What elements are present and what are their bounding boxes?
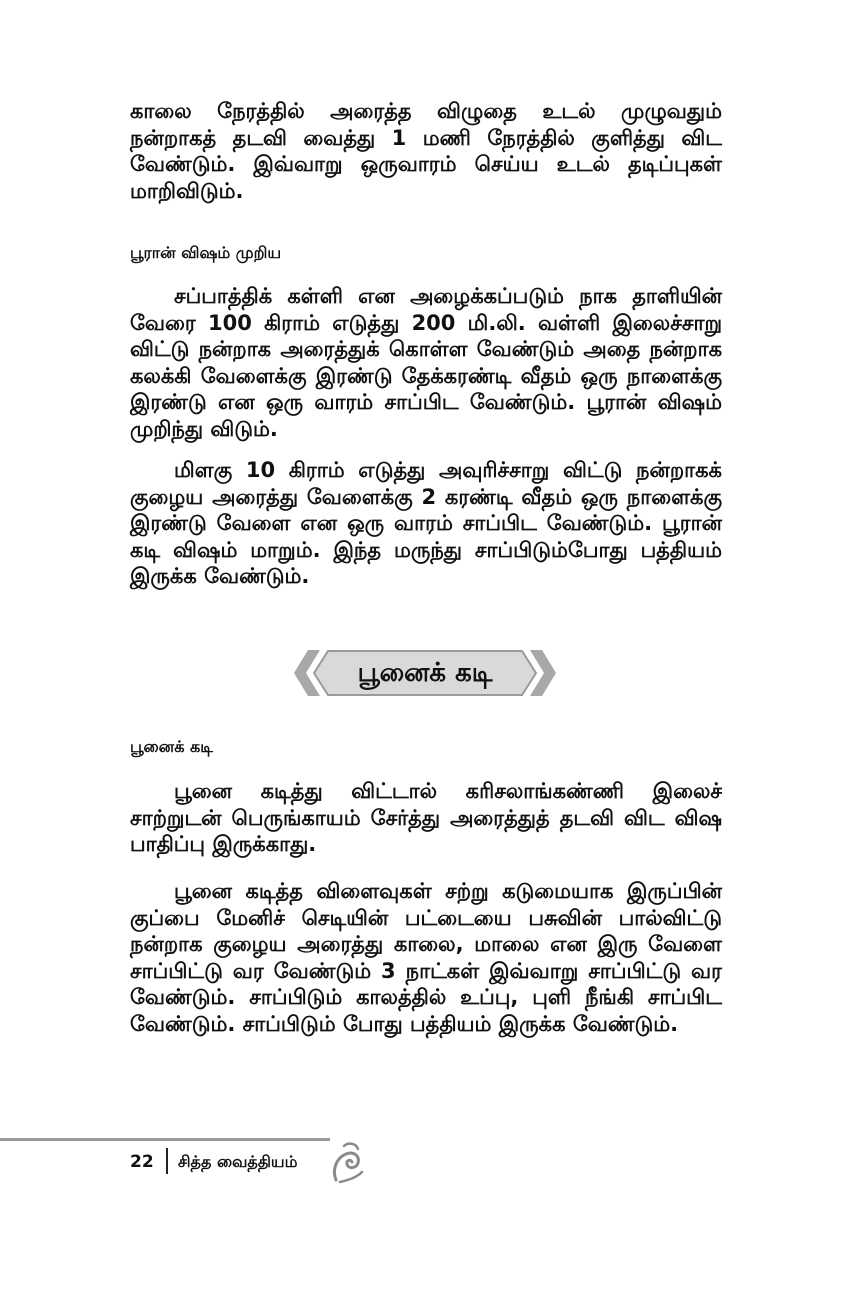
subheading-pooran: பூரான் விஷம் முறிய	[130, 243, 282, 262]
body-paragraph-2: சப்பாத்திக் கள்ளி என அழைக்கப்படும் நாக தாளியின் வேரை 100 கிராம் எடுத்து 200 மி.லி. வள்ளி இலைச்சாறு விட்டு நன்றாக அரைத்துக் கொள்ள வேண்டும் அதை நன்றாக கலக்கி வேளைக்கு இரண்டு தேக்கரண்டி வீதம் ஒரு நாளைக்கு இரண்டு என ஒரு வாரம் சாப்பிட வேண்டும். பூரான் விஷம் முறிந்து விடும்.	[130, 284, 722, 441]
body-paragraph-5: பூனை கடித்த விளைவுகள் சற்று கடுமையாக இருப்பின் குப்பை மேனிச் செடியின் பட்டையை பசுவின் பால்விட்டு நன்றாக குழைய அரைத்து காலை, மாலை என இரு வேளை சாப்பிட்டு வர வேண்டும் 3 நாட்கள் இவ்வாறு சாப்பிட்டு வர வேண்டும். சாப்பிடும் காலத்தில் உப்பு, புளி நீங்கி சாப்பிட வேண்டும். சாப்பிடும் போது பத்தியம் இருக்க வேண்டும்.	[130, 879, 722, 1036]
footer-separator	[166, 1148, 168, 1174]
section-banner	[294, 648, 556, 698]
subheading-poonai: பூனைக் கடி	[130, 737, 213, 756]
footer-divider	[0, 1137, 330, 1143]
banner-title: பூனைக் கடி	[357, 658, 493, 688]
body-paragraph-3: மிளகு 10 கிராம் எடுத்து அவுரிச்சாறு விட்டு நன்றாகக் குழைய அரைத்து வேளைக்கு 2 கரண்டி வீதம் ஒரு நாளைக்கு இரண்டு வேளை என ஒரு வாரம் சாப்பிட வேண்டும். பூரான் கடி விஷம் மாறும். இந்த மருந்து சாப்பிடும்போது பத்தியம் இருக்க வேண்டும்.	[130, 458, 722, 588]
running-footer-title: சித்த வைத்தியம்	[178, 1152, 298, 1171]
body-paragraph-4: பூனை கடித்து விட்டால் கரிசலாங்கண்ணி இலைச் சாற்றுடன் பெருங்காயம் சேர்த்து அரைத்துத் தடவி விட விஷ பாதிப்பு இருக்காது.	[130, 779, 722, 856]
swirl-ornament-icon	[330, 1140, 366, 1184]
page-number: 22	[130, 1152, 154, 1172]
body-paragraph-1: காலை நேரத்தில் அரைத்த விழுதை உடல் முழுவதும் நன்றாகத் தடவி வைத்து 1 மணி நேரத்தில் குளித்து விட வேண்டும். இவ்வாறு ஒருவாரம் செய்ய உடல் தடிப்புகள் மாறிவிடும்.	[130, 99, 722, 203]
